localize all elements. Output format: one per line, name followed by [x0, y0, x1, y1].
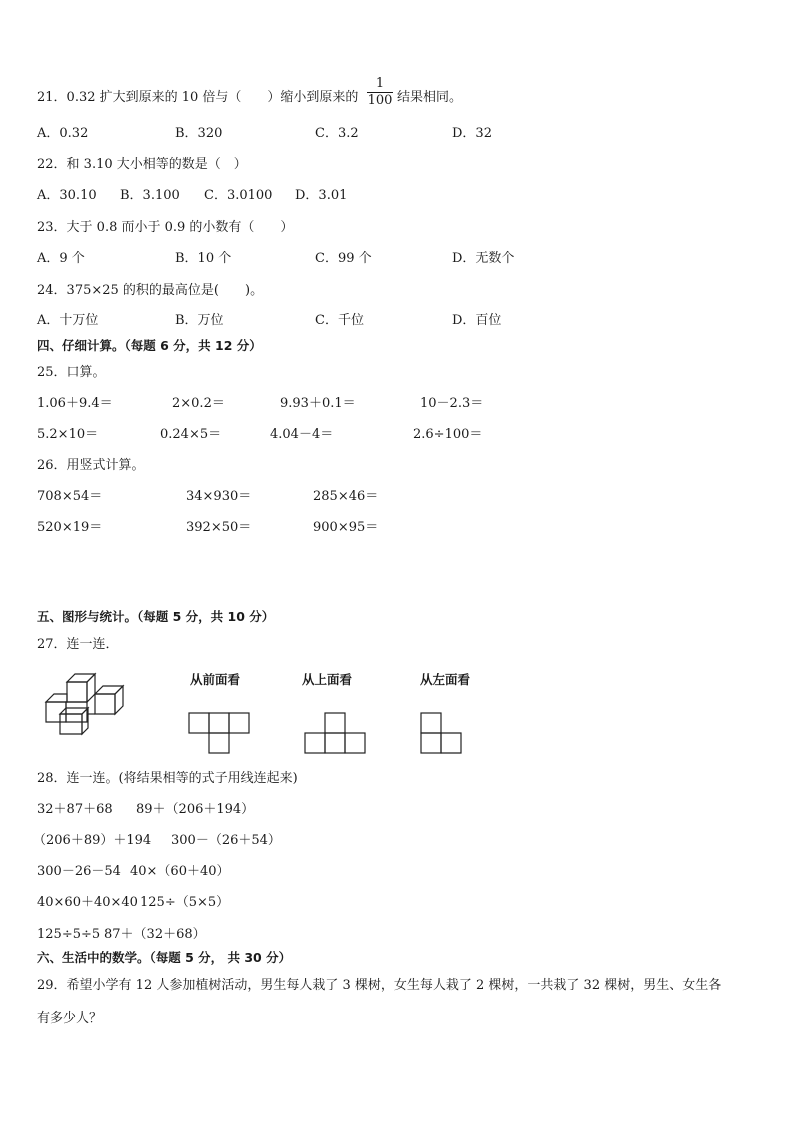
q25-item-7: 4.04－4＝ [270, 427, 334, 442]
q28-right-4[interactable]: 125÷（5×5） [140, 895, 230, 910]
q25-item-8: 2.6÷100＝ [413, 427, 483, 442]
q24-option-a[interactable]: A．十万位 [37, 313, 99, 328]
q21-fraction [365, 77, 395, 108]
view-shape-front[interactable] [188, 712, 258, 757]
q28-left-4[interactable]: 40×60＋40×40 [37, 895, 138, 910]
q28-right-5[interactable]: 87＋（32＋68） [104, 927, 206, 942]
q26-item-5: 392×50＝ [186, 520, 252, 535]
q28-left-2[interactable]: （206＋89）＋194 [33, 833, 152, 848]
q29-stem-line-2: 有多少人？ [37, 1011, 103, 1026]
q21-option-b[interactable]: B．320 [175, 126, 223, 141]
q21-fraction-numerator: 1 [375, 76, 385, 91]
q26-stem: 26．用竖式计算。 [37, 458, 145, 473]
q23-option-a[interactable]: A．9 个 [37, 251, 85, 266]
q21-stem-end: 结果相同。 [397, 90, 463, 105]
q21-option-c[interactable]: C．3.2 [315, 126, 359, 141]
q26-item-1: 708×54＝ [37, 489, 103, 504]
q26-item-3: 285×46＝ [313, 489, 379, 504]
q24-option-d[interactable]: D．百位 [452, 313, 502, 328]
q28-right-3[interactable]: 40×（60＋40） [130, 864, 230, 879]
q22-stem: 22．和 3.10 大小相等的数是（ ） [37, 157, 247, 172]
q24-option-c[interactable]: C．千位 [315, 313, 364, 328]
q22-option-a[interactable]: A．30.10 [37, 188, 97, 203]
q22-option-d[interactable]: D．3.01 [295, 188, 348, 203]
q27-stem: 27．连一连． [37, 637, 119, 652]
section-5-heading: 五、图形与统计。（每题 5 分，共 10 分） [37, 609, 275, 624]
q22-option-b[interactable]: B．3.100 [120, 188, 180, 203]
q28-left-5[interactable]: 125÷5÷5 [37, 927, 101, 942]
section-6-heading: 六、生活中的数学。（每题 5 分， 共 30 分） [37, 950, 292, 965]
q21-option-d[interactable]: D．32 [452, 126, 492, 141]
q21-option-a[interactable]: A．0.32 [37, 126, 89, 141]
q26-item-4: 520×19＝ [37, 520, 103, 535]
q28-right-1[interactable]: 89＋（206＋194） [136, 802, 255, 817]
q29-stem-line-1: 29．希望小学有 12 人参加植树活动，男生每人栽了 3 棵树，女生每人栽了 2 棵树，一共栽了 32 棵树，男生、女生各 [37, 978, 722, 993]
q25-item-1: 1.06＋9.4＝ [37, 396, 113, 411]
q28-stem: 28．连一连。(将结果相等的式子用线连起来) [37, 771, 298, 786]
q23-option-c[interactable]: C．99 个 [315, 251, 372, 266]
q25-item-3: 9.93＋0.1＝ [280, 396, 356, 411]
q25-item-6: 0.24×5＝ [160, 427, 222, 442]
q23-option-b[interactable]: B．10 个 [175, 251, 232, 266]
section-4-heading: 四、仔细计算。（每题 6 分，共 12 分） [37, 338, 262, 353]
q26-item-2: 34×930＝ [186, 489, 252, 504]
view-label-left: 从左面看 [420, 672, 471, 687]
view-label-front: 从前面看 [190, 672, 241, 687]
q23-stem: 23．大于 0.8 而小于 0.9 的小数有（ ） [37, 220, 294, 235]
q24-stem: 24．375×25 的积的最高位是( )。 [37, 283, 264, 298]
view-shape-left[interactable] [420, 712, 470, 757]
q21-stem: 21．0.32 扩大到原来的 10 倍与（ ）缩小到原来的 [37, 90, 359, 105]
q26-item-6: 900×95＝ [313, 520, 379, 535]
q25-item-5: 5.2×10＝ [37, 427, 99, 442]
q25-item-4: 10－2.3＝ [420, 396, 484, 411]
q22-option-c[interactable]: C．3.0100 [204, 188, 273, 203]
q25-stem: 25．口算。 [37, 365, 106, 380]
view-label-top: 从上面看 [302, 672, 353, 687]
view-shape-top[interactable] [304, 712, 374, 757]
q25-item-2: 2×0.2＝ [172, 396, 225, 411]
cube-figure [40, 668, 140, 738]
q28-right-2[interactable]: 300－（26＋54） [171, 833, 281, 848]
q24-option-b[interactable]: B．万位 [175, 313, 224, 328]
q23-option-d[interactable]: D．无数个 [452, 251, 515, 266]
q21-fraction-denominator: 100 [367, 93, 393, 108]
q28-left-1[interactable]: 32＋87＋68 [37, 802, 113, 817]
q28-left-3[interactable]: 300－26－54 [37, 864, 121, 879]
